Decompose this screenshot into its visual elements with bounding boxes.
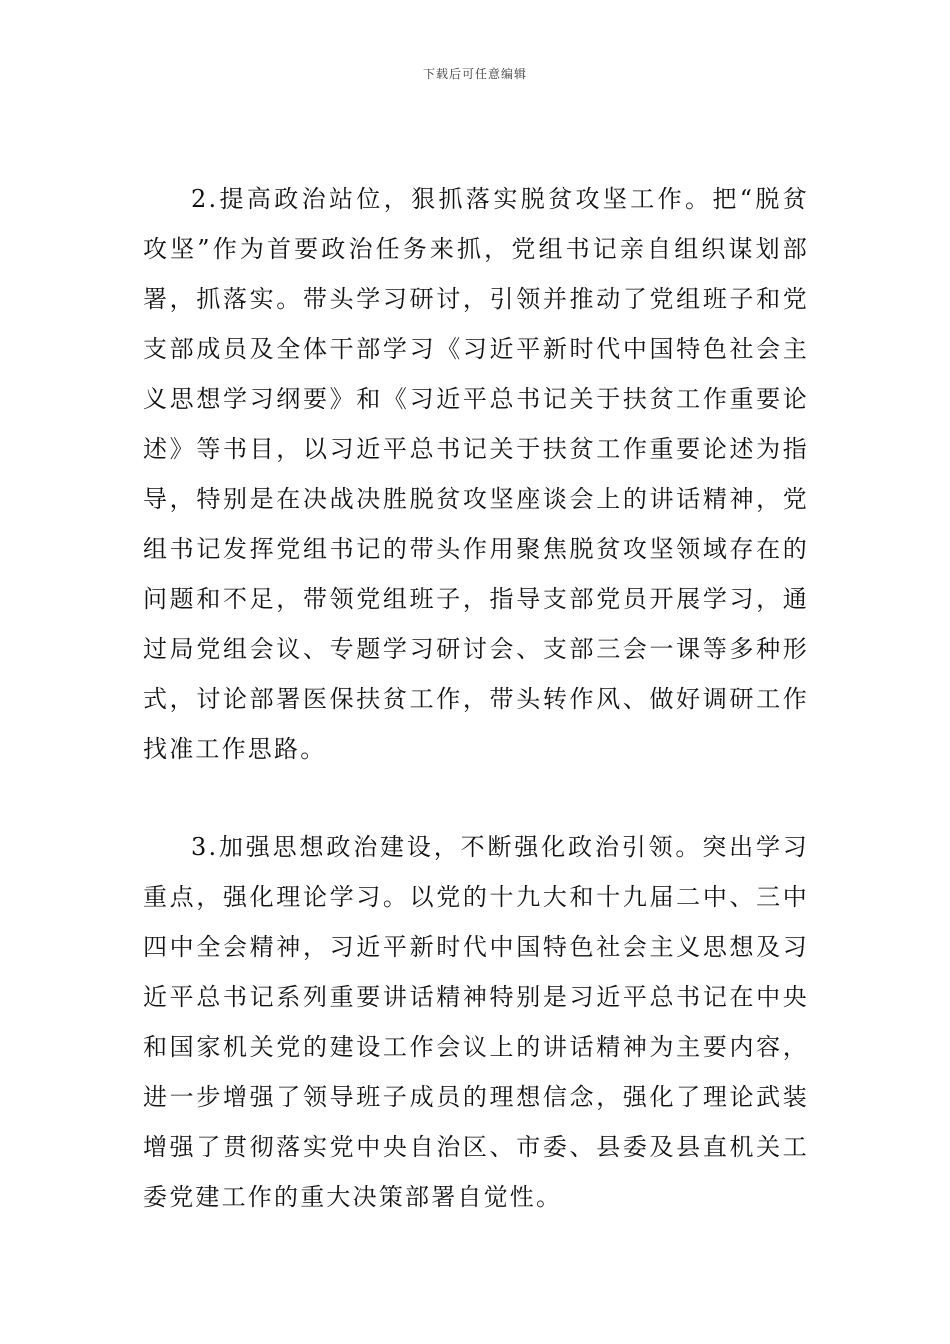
paragraph-3: 3.加强思想政治建设，不断强化政治引领。突出学习重点，强化理论学习。以党的十九大和十九届二中、三中四中全会精神，习近平新时代中国特色社会主义思想及习近平总书记系列重要讲话精神特别是习近平总书记在中央和国家机关党的建设工作会议上的讲话精神为主要内容，进一步增强了领导班子成员的理想信念，强化了理论武装增强了贯彻落实党中央自治区、市委、县委及县直机关工委党建工作的重大决策部署自觉性。 (143, 833, 809, 1211)
paragraph-2: 2.提高政治站位，狠抓落实脱贫攻坚工作。把“脱贫攻坚”作为首要政治任务来抓，党组书记亲自组织谋划部署，抓落实。带头学习研讨，引领并推动了党组班子和党支部成员及全体干部学习《习近平新时代中国特色社会主义思想学习纲要》和《习近平总书记关于扶贫工作重要论述》等书目，以习近平总书记关于扶贫工作重要论述为指导，特别是在决战决胜脱贫攻坚座谈会上的讲话精神，党组书记发挥党组书记的带头作用聚焦脱贫攻坚领域存在的问题和不足，带领党组班子，指导支部党员开展学习，通过局党组会议、专题学习研讨会、支部三会一课等多种形式，讨论部署医保扶贫工作，带头转作风、做好调研工作找准工作思路。 (143, 185, 809, 763)
page-header-note: 下载后可任意编辑 (422, 67, 527, 81)
